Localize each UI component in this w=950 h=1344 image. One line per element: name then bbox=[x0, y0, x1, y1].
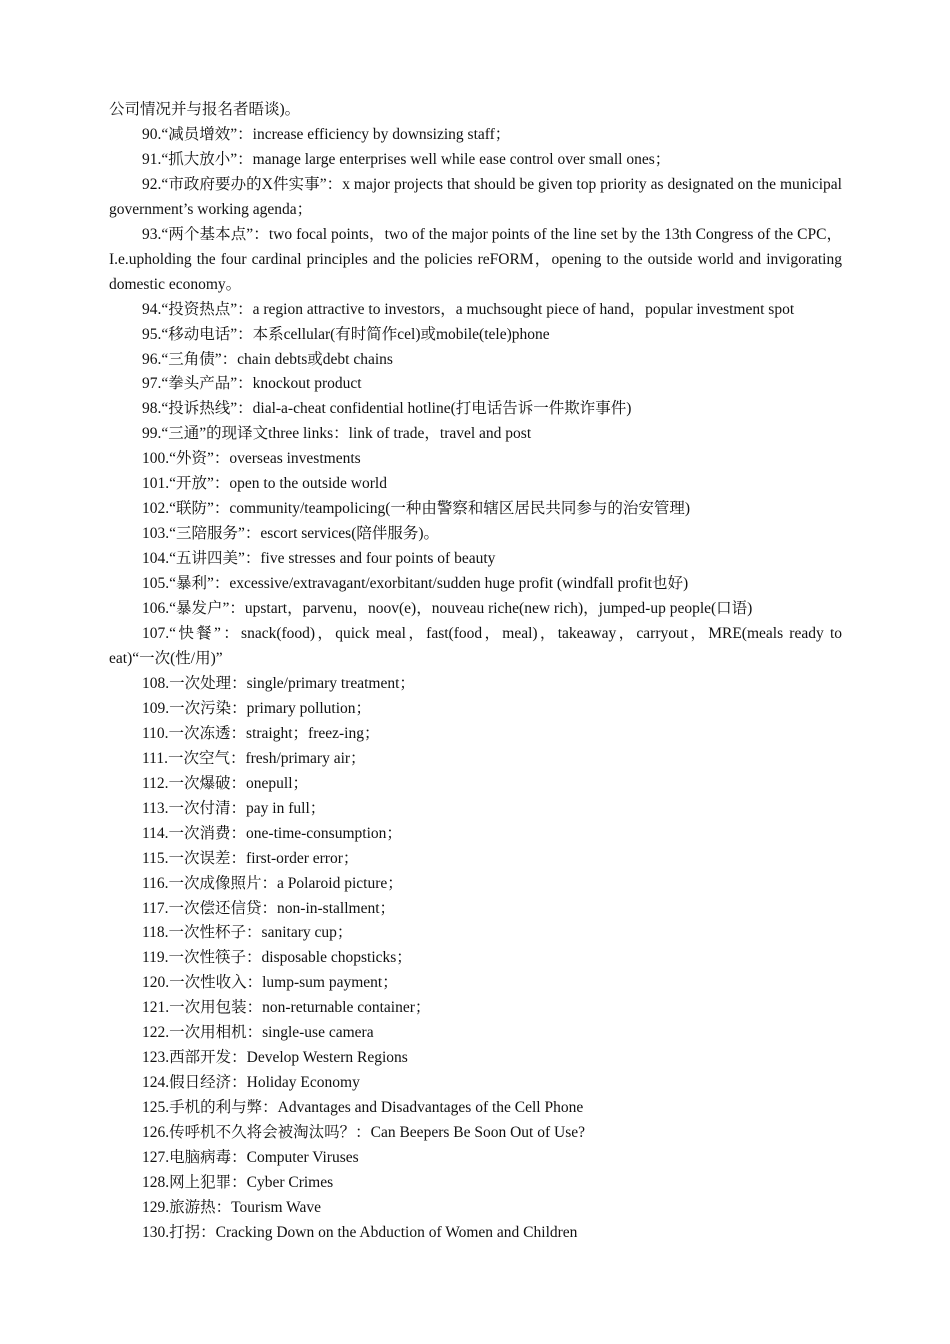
glossary-entry: 95.“移动电话”：本系cellular(有时简作cel)或mobile(tele)phone bbox=[142, 325, 550, 343]
glossary-entry: 115.一次误差：first-order error； bbox=[142, 849, 359, 867]
glossary-entry: 91.“抓大放小”：manage large enterprises well while ease control over small ones； bbox=[142, 150, 671, 168]
glossary-entry: 107.“快餐”：snack(food)，quick meal，fast(food，meal)，takeaway，carryout，MRE(meals ready to eat)“一次(性/用)” bbox=[109, 625, 842, 667]
glossary-entry: 122.一次用相机：single-use camera bbox=[142, 1024, 374, 1042]
glossary-entry: 98.“投诉热线”：dial-a-cheat confidential hotline(打电话告诉一件欺诈事件) bbox=[142, 400, 632, 418]
glossary-entry: 106.“暴发户”：upstart，parvenu，noov(e)，nouveau riche(new rich)，jumped-up people(口语) bbox=[142, 600, 753, 618]
glossary-entry: 102.“联防”：community/teampolicing(一种由警察和辖区居民共同参与的治安管理) bbox=[142, 500, 691, 518]
glossary-entry: 104.“五讲四美”：five stresses and four points of beauty bbox=[142, 550, 496, 568]
glossary-entry: 128.网上犯罪：Cyber Crimes bbox=[142, 1173, 334, 1191]
glossary-entry: 96.“三角债”：chain debts或debt chains bbox=[142, 350, 393, 368]
glossary-entry: 103.“三陪服务”：escort services(陪伴服务)。 bbox=[142, 525, 440, 543]
glossary-entry: 124.假日经济：Holiday Economy bbox=[142, 1074, 360, 1092]
glossary-entry: 126.传呼机不久将会被淘汰吗？：Can Beepers Be Soon Out of Use? bbox=[142, 1124, 585, 1142]
glossary-entry: 117.一次偿还信贷：non-in-stallment； bbox=[142, 899, 396, 917]
glossary-entry: 109.一次污染：primary pollution； bbox=[142, 699, 372, 717]
glossary-entry: 116.一次成像照片：a Polaroid picture； bbox=[142, 874, 403, 892]
glossary-entry: 99.“三通”的现译文three links：link of trade，travel and post bbox=[142, 425, 532, 443]
glossary-entry: 105.“暴利”：excessive/extravagant/exorbitant/sudden huge profit (windfall profit也好) bbox=[142, 575, 689, 593]
glossary-entry: 101.“开放”：open to the outside world bbox=[142, 475, 387, 493]
glossary-entry: 94.“投资热点”：a region attractive to investors，a muchsought piece of hand，popular investment spot bbox=[142, 300, 795, 318]
glossary-entry: 92.“市政府要办的X件实事”：x major projects that should be given top priority as designated on the municipal government’s working agenda； bbox=[109, 175, 842, 218]
glossary-entry: 120.一次性收入：lump-sum payment； bbox=[142, 974, 398, 992]
glossary-entry: 130.打拐：Cracking Down on the Abduction of Women and Children bbox=[142, 1223, 578, 1241]
glossary-entry: 111.一次空气：fresh/primary air； bbox=[142, 749, 366, 767]
glossary-entry: 123.西部开发：Develop Western Regions bbox=[142, 1049, 408, 1067]
glossary-entry: 97.“拳头产品”：knockout product bbox=[142, 375, 362, 393]
glossary-entry: 125.手机的利与弊：Advantages and Disadvantages of the Cell Phone bbox=[142, 1099, 584, 1117]
glossary-entry: 93.“两个基本点”：two focal points，two of the major points of the line set by the 13th Congress of the CPC，I.e.upholding the four cardinal principles and the policies reFORM，opening to the outside world and invigorating domestic economy。 bbox=[109, 225, 842, 293]
glossary-entry: 118.一次性杯子：sanitary cup； bbox=[142, 924, 353, 942]
glossary-entry: 90.“减员增效”：increase efficiency by downsizing staff； bbox=[142, 125, 511, 143]
document-body bbox=[109, 98, 842, 1246]
glossary-entry: 100.“外资”：overseas investments bbox=[142, 450, 361, 468]
glossary-entry: 114.一次消费：one-time-consumption； bbox=[142, 824, 402, 842]
glossary-entry: 公司情况并与报名者晤谈)。 bbox=[109, 101, 301, 118]
glossary-entry: 110.一次冻透：straight；freez-ing； bbox=[142, 724, 380, 742]
glossary-entry: 121.一次用包装：non-returnable container； bbox=[142, 999, 431, 1017]
glossary-entry: 129.旅游热：Tourism Wave bbox=[142, 1198, 322, 1216]
glossary-entry: 113.一次付清：pay in full； bbox=[142, 799, 326, 817]
glossary-entry: 108.一次处理：single/primary treatment； bbox=[142, 674, 415, 692]
glossary-entry: 127.电脑病毒：Computer Viruses bbox=[142, 1149, 359, 1167]
glossary-entry: 112.一次爆破：onepull； bbox=[142, 774, 309, 792]
glossary-entry: 119.一次性筷子：disposable chopsticks； bbox=[142, 949, 412, 967]
